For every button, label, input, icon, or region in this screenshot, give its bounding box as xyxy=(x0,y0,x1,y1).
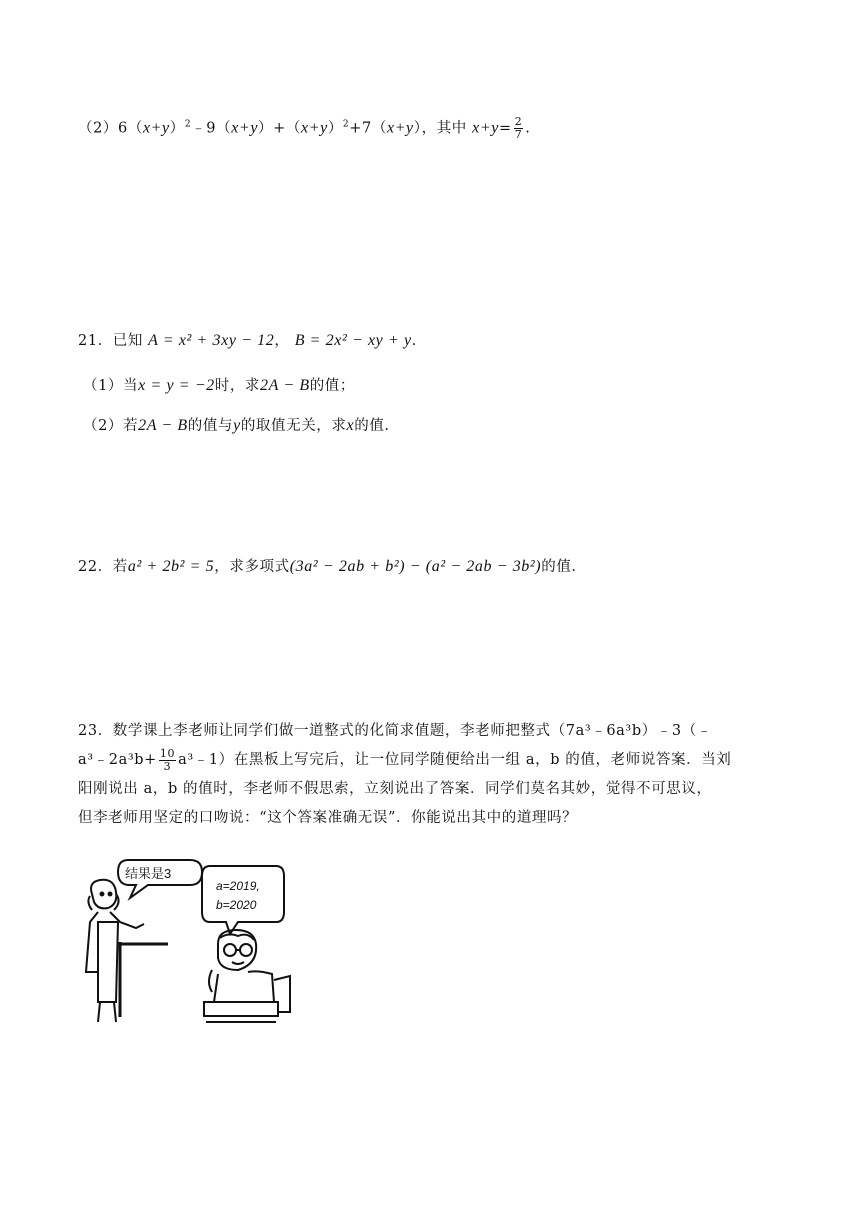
q21-part2: （2）若2A − B的值与y的取值无关，求x的值. xyxy=(83,417,390,434)
q21-part1: （1）当x = y = −2时，求2A − B的值； xyxy=(83,377,356,394)
q23-row2: a³﹣2a³b+ $\frac{10}{3}$ a³﹣1）在黑板上写完后，让一位同学随便给出一组 a，b 的值，老师说答案．当刘 xyxy=(78,746,732,773)
q21-stem: 21．已知 A = x² + 3xy − 12， B = 2x² − xy + y. xyxy=(78,332,417,349)
q23-row3: 阳刚说出 a，b 的值时，李老师不假思索，立刻说出了答案．同学们莫名其妙，觉得不可思议， xyxy=(78,781,712,797)
q23-row1: 23．数学课上李老师让同学们做一道整式的化简求值题，李老师把整式（7a³﹣6a³b）﹣3（﹣ xyxy=(78,723,712,739)
student-bubble-line2: b=2020 xyxy=(216,898,257,912)
fraction-two-sevenths: $\frac{2}{7}$ xyxy=(514,115,523,141)
teacher-bubble-text: 结果是3 xyxy=(125,866,172,881)
blackboard xyxy=(120,942,168,1017)
teacher-student-illustration xyxy=(78,852,298,1028)
fraction-ten-thirds: $\frac{10}{3}$ xyxy=(159,746,176,773)
q23-row4: 但李老师用坚定的口吻说：“这个答案准确无误”．你能说出其中的道理吗？ xyxy=(78,810,578,826)
student-speech-bubble xyxy=(202,866,284,934)
q20-part2: $(2)6(x+y)^2﹣9(x+y)+(x+y)^2+7(x+y)$，其中 x+y= $\frac{2}{7}$ . xyxy=(78,115,531,141)
q23 xyxy=(78,717,784,833)
formula-A: A = x² + 3xy − 12 xyxy=(148,332,275,349)
teacher-speech-bubble xyxy=(118,860,202,898)
polynomial-expression: (3a² − 2ab + b²) − (a² − 2ab − 3b²) xyxy=(289,558,542,575)
formula-B: B = 2x² − xy + y xyxy=(294,332,412,349)
student-bubble-line1: a=2019, xyxy=(216,879,260,893)
q22: 22．若a² + 2b² = 5，求多项式(3a² − 2ab + b²) − (a² − 2ab − 3b²)的值. xyxy=(78,558,577,575)
teacher-figure xyxy=(86,880,144,1022)
student-figure xyxy=(204,930,290,1022)
